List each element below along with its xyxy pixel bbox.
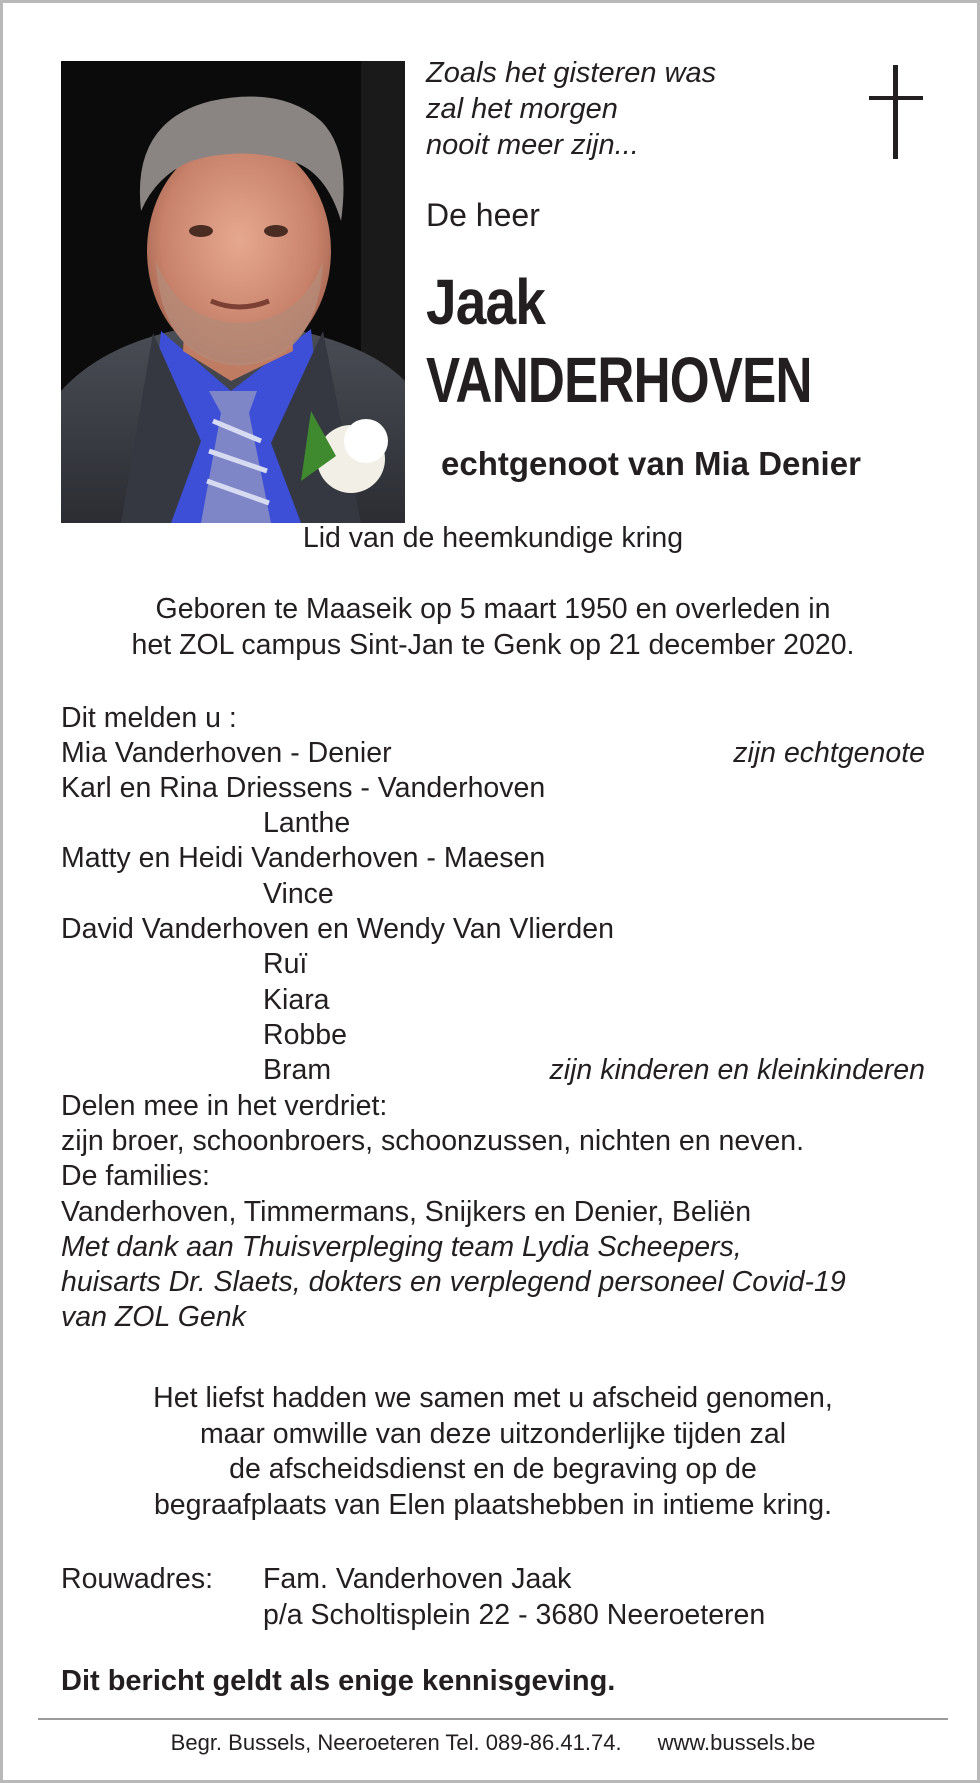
closing-line: Het liefst hadden we samen met u afscheid genomen, — [153, 1382, 833, 1414]
grandchild: Ruï — [263, 948, 308, 980]
closing-paragraph — [3, 1381, 980, 1523]
salutation: De heer — [426, 197, 540, 233]
sharing-relatives: zijn broer, schoonbroers, schoonzussen, nichten en neven. — [61, 1125, 805, 1157]
website-link[interactable]: www.bussels.be — [657, 1730, 816, 1755]
notice: Dit bericht geldt als enige kennisgeving. — [61, 1665, 616, 1697]
grandchild: Kiara — [263, 984, 330, 1016]
family-member: Karl en Rina Driessens - Vanderhoven — [61, 772, 546, 804]
address-label: Rouwadres: — [61, 1563, 214, 1595]
list-item — [61, 946, 925, 982]
address-line: Fam. Vanderhoven Jaak — [263, 1563, 572, 1595]
families-list: Vanderhoven, Timmermans, Snijkers en Denier, Beliën — [61, 1196, 752, 1228]
list-item — [61, 911, 925, 947]
list-item — [61, 982, 925, 1018]
list-item — [61, 735, 925, 771]
families-intro: De families: — [61, 1160, 210, 1192]
spouse-line: echtgenoot van Mia Denier — [441, 445, 861, 482]
list-item — [61, 876, 925, 912]
family-member: Matty en Heidi Vanderhoven - Maesen — [61, 842, 546, 874]
membership: Lid van de heemkundige kring — [302, 522, 684, 554]
portrait-photo — [61, 61, 405, 523]
announcement-intro: Dit melden u : — [61, 702, 237, 734]
thanks-line: van ZOL Genk — [61, 1301, 246, 1333]
divider — [38, 1718, 948, 1720]
birth-death-statement — [3, 592, 980, 663]
family-member: David Vanderhoven en Wendy Van Vlierden — [61, 913, 614, 945]
relation-note: zijn kinderen en kleinkinderen — [549, 1054, 925, 1086]
cross-icon — [859, 63, 929, 163]
portrait-illustration — [61, 61, 405, 523]
grandchild: Bram — [263, 1054, 332, 1086]
closing-line: begraafplaats van Elen plaatshebben in intieme kring. — [153, 1488, 833, 1521]
list-item — [61, 805, 925, 841]
poem-line: nooit meer zijn... — [426, 129, 639, 161]
grandchild: Lanthe — [263, 807, 351, 839]
poem-line: Zoals het gisteren was — [426, 57, 717, 89]
list-item — [61, 770, 925, 806]
first-name: Jaak — [426, 266, 546, 338]
closing-line: maar omwille van deze uitzonderlijke tijden zal — [199, 1417, 787, 1450]
undertaker-info: Begr. Bussels, Neeroeteren Tel. 089-86.41.74. — [170, 1730, 622, 1755]
sharing-intro: Delen mee in het verdriet: — [61, 1090, 388, 1122]
list-item — [61, 1017, 925, 1053]
address — [263, 1562, 765, 1633]
thanks-line: huisarts Dr. Slaets, dokters en verplegend personeel Covid-19 — [61, 1266, 846, 1298]
thanks-line: Met dank aan Thuisverpleging team Lydia Scheepers, — [61, 1231, 742, 1263]
family-member: Mia Vanderhoven - Denier — [61, 737, 392, 769]
list-item — [61, 840, 925, 876]
address-line: p/a Scholtisplein 22 - 3680 Neeroeteren — [263, 1598, 766, 1631]
poem-line: zal het morgen — [426, 93, 618, 125]
birth-death-line: Geboren te Maaseik op 5 maart 1950 en overleden in — [155, 593, 831, 625]
grandchild: Robbe — [263, 1019, 347, 1051]
birth-death-line: het ZOL campus Sint-Jan te Genk op 21 december 2020. — [131, 628, 855, 661]
footer — [3, 1730, 980, 1756]
poem — [426, 55, 716, 163]
grandchild: Vince — [263, 878, 334, 910]
list-item — [61, 1052, 925, 1088]
relation-note: zijn echtgenote — [733, 737, 925, 769]
closing-line: de afscheidsdienst en de begraving op de — [229, 1453, 757, 1485]
last-name: VANDERHOVEN — [426, 344, 812, 416]
